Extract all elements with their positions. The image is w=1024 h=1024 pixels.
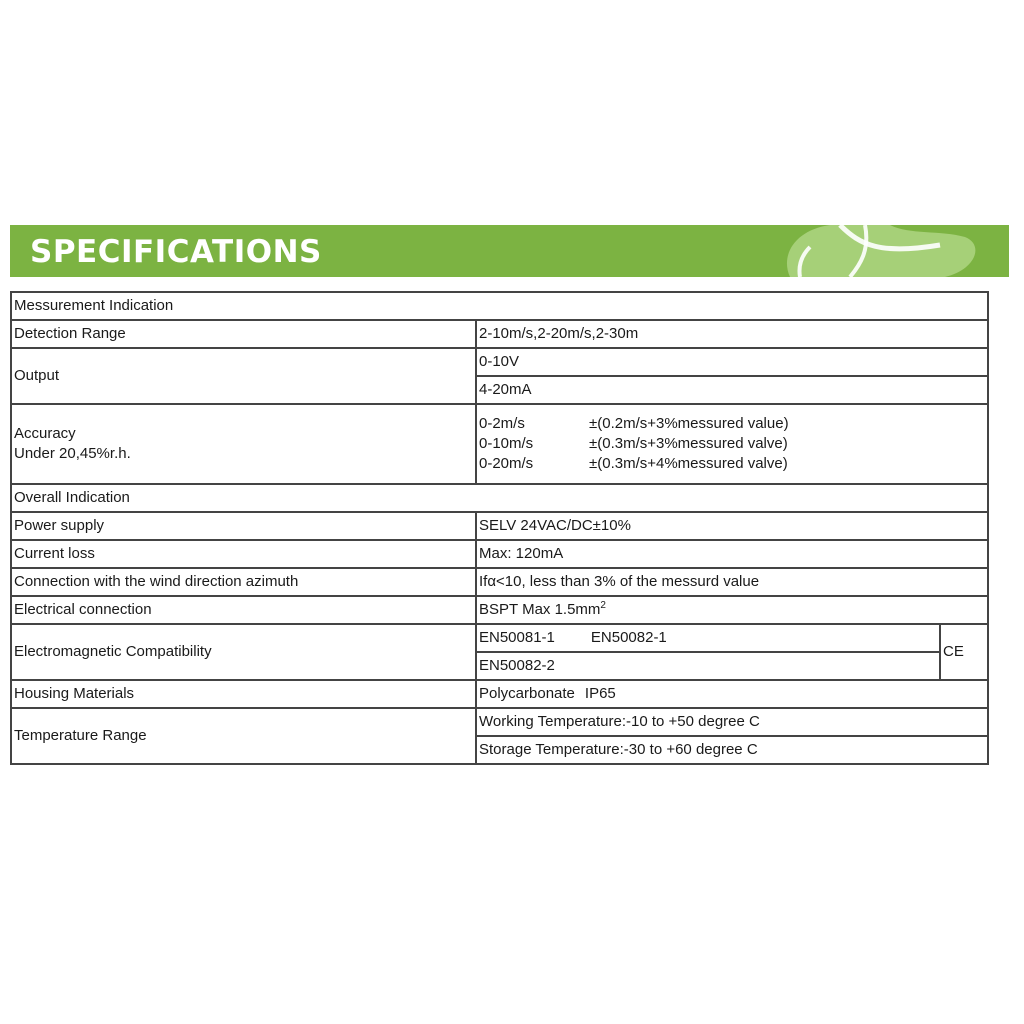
accuracy-condition: Under 20,45%r.h. [14, 445, 131, 462]
row-value: 0-10V [476, 348, 988, 376]
emc-standard: EN50082-1 [590, 629, 667, 646]
row-value: EN50082-2 [476, 652, 940, 680]
housing-material: Polycarbonate [479, 685, 575, 702]
row-value: 2-10m/s,2-20m/s,2-30m [476, 320, 988, 348]
table-row [11, 568, 988, 596]
specifications-table [10, 291, 989, 765]
row-label [11, 404, 476, 484]
row-value: SELV 24VAC/DC±10% [476, 512, 988, 540]
row-value [476, 596, 988, 624]
table-row [11, 512, 988, 540]
accuracy-range: 0-2m/s [479, 415, 525, 432]
table-row [11, 708, 988, 736]
table-row [11, 348, 988, 376]
row-label: Output [11, 348, 476, 404]
row-value: 4-20mA [476, 376, 988, 404]
accuracy-line [479, 434, 985, 454]
section-title: Messurement Indication [11, 292, 988, 320]
row-label: Electrical connection [11, 596, 476, 624]
row-label: Housing Materials [11, 680, 476, 708]
row-value [476, 680, 988, 708]
section-row-overall [11, 484, 988, 512]
accuracy-spec: ±(0.3m/s+4%messured valve) [589, 455, 788, 472]
row-label: Detection Range [11, 320, 476, 348]
table-row [11, 680, 988, 708]
row-value: Storage Temperature:-30 to +60 degree C [476, 736, 988, 764]
accuracy-spec: ±(0.3m/s+3%messured valve) [589, 435, 788, 452]
accuracy-spec: ±(0.2m/s+3%messured value) [589, 415, 789, 432]
section-title: Overall Indication [11, 484, 988, 512]
housing-rating: IP65 [584, 685, 616, 702]
table-row [11, 404, 988, 484]
row-value: Working Temperature:-10 to +50 degree C [476, 708, 988, 736]
row-label: Current loss [11, 540, 476, 568]
specifications-banner [10, 225, 1009, 277]
row-label: Temperature Range [11, 708, 476, 764]
row-value [476, 404, 988, 484]
table-row [11, 540, 988, 568]
row-label: Connection with the wind direction azimuth [11, 568, 476, 596]
row-value: Max: 120mA [476, 540, 988, 568]
row-label: Electromagnetic Compatibility [11, 624, 476, 680]
row-value: Ifα<10, less than 3% of the messurd value [476, 568, 988, 596]
ce-mark: CE [940, 624, 988, 680]
emc-standard: EN50081-1 [479, 629, 555, 646]
table-row [11, 624, 988, 652]
accuracy-line [479, 414, 985, 434]
accuracy-label: Accuracy [14, 425, 76, 442]
leaf-decoration-icon [770, 225, 1009, 277]
accuracy-range: 0-20m/s [479, 455, 534, 472]
section-row-measurement [11, 292, 988, 320]
banner-title: SPECIFICATIONS [30, 234, 322, 270]
row-label: Power supply [11, 512, 476, 540]
row-value [476, 624, 940, 652]
accuracy-range: 0-10m/s [479, 435, 534, 452]
table-row [11, 596, 988, 624]
electrical-value: BSPT Max 1.5mm [479, 601, 601, 618]
accuracy-line [479, 454, 985, 474]
table-row [11, 320, 988, 348]
superscript-two: 2 [600, 600, 606, 611]
